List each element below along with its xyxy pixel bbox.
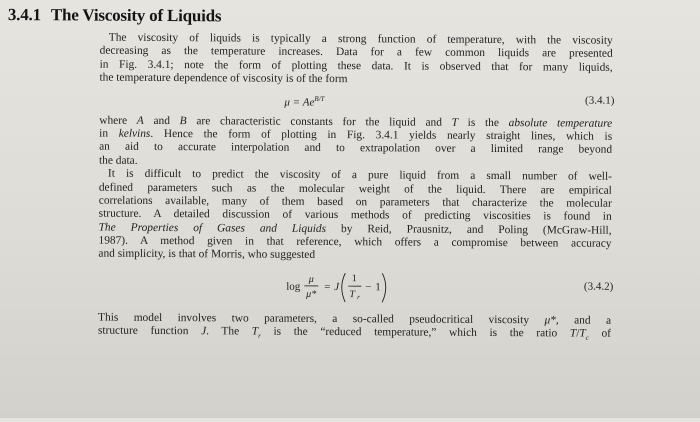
text-line: The viscosity of liquids is typically a strong function of temperature, with the viscosity [100,32,613,49]
equation-number: (3.4.2) [584,280,613,294]
text-line: where A and B are characteristic constants for the liquid and T is the absolute temperature [99,114,612,131]
section-heading [8,5,222,26]
svg-text:T: T [349,289,356,300]
svg-text:μ*: μ* [305,289,316,300]
text-line: an aid to accurate interpolation and to extrapolation over a limited range beyond [99,141,612,158]
section-number: 3.4.1 [8,5,41,24]
svg-text:1: 1 [352,273,357,284]
body-text [98,32,613,342]
svg-text:J: J [334,281,340,293]
equation-3-4-2 [98,265,611,308]
text-line: decreasing as the temperature increases. Data for a few common liquids are presented [100,45,613,62]
book-title: The Properties of Gases and Liquids [99,221,327,234]
text-line: the temperature dependence of viscosity is of the form [99,72,612,89]
log-term: log [286,281,301,293]
text-line: structure. A detailed discussion of various methods of predicting viscosities is found in [99,208,612,225]
text-line: and simplicity, is that of Morris, who suggested [98,248,611,265]
svg-text:−: − [365,281,371,293]
text-line: in kelvins. Hence the form of plotting in Fig. 3.4.1 yields nearly straight lines, which is [99,128,612,145]
svg-text:1: 1 [375,281,381,293]
equation-formula: $\mu = Ae^{B/T}$ [284,92,324,109]
text-line: 1987). A method given in that reference, which offers a compromise between accuracy [98,235,611,252]
text-line: It is difficult to predict the viscosity of a pure liquid from a small number of well- [99,168,612,185]
equation-3-4-1 [99,86,612,115]
svg-text:μ: μ [308,274,314,285]
section-title: The Viscosity of Liquids [51,5,222,25]
text-line: This model involves two parameters, a so-called pseudocritical viscosity μ*, and a [98,311,611,328]
text-line: correlations available, many of them based on parameters that characterize the molecular [99,195,612,212]
text-line: in Fig. 3.4.1; note the form of plotting these data. It is observed that for many liquids, [100,58,613,75]
equation-formula [98,265,611,308]
svg-text:=: = [324,281,330,293]
text-line: structure function J. The $T_r$ is the “reduced temperature,” which is the ratio $T/T_c$ of [98,325,611,342]
text-line: defined parameters such as the molecular weight of the liquid. There are empirical [99,181,612,198]
equation-number: (3.4.1) [585,94,614,108]
svg-text:r: r [357,293,360,301]
text-line: the data. [99,154,612,171]
text-line: The Properties of Gases and Liquids by Reid, Prausnitz, and Poling (McGraw-Hill, [99,221,612,238]
